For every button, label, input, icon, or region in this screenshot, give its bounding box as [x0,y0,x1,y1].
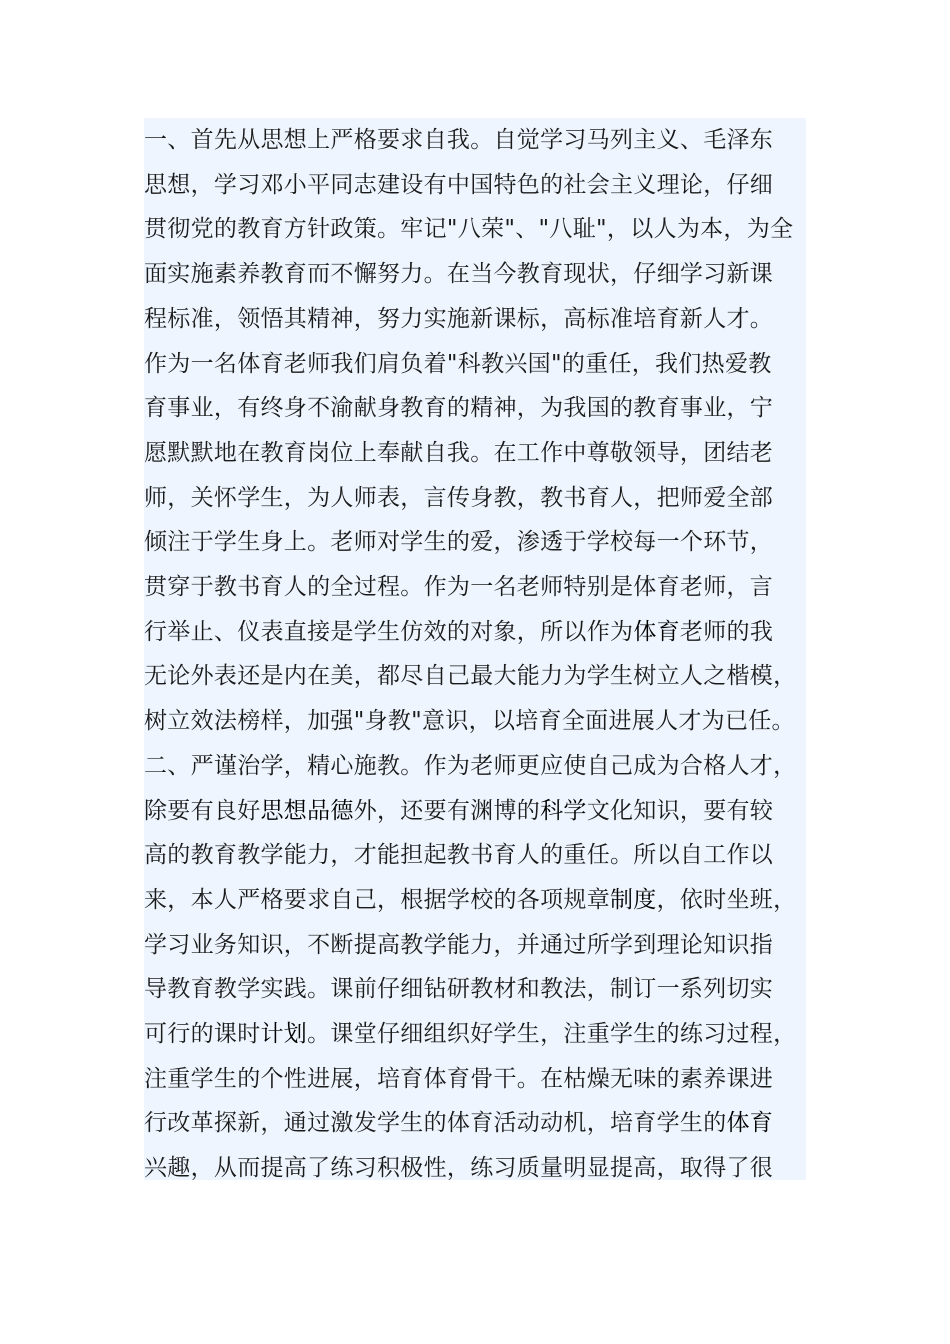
text-segment: 作为一名体育老师我们肩负着"科教兴国"的重任，我们热爱教 [144,350,772,377]
text-line [144,386,773,430]
text-segment: 倾注于学生身上。老师对学生的爱，渗透于学校每一个环节， [144,529,774,556]
text-line [144,476,773,520]
keyword-link-text[interactable]: 计划 [260,1021,308,1047]
text-segment: 愿默默地在教育岗位上奉献自我。在工作中尊敬领导，团结老 [144,439,774,466]
keyword-link-text[interactable]: 科学 [540,797,587,824]
text-line [144,789,773,833]
text-segment: 无论外表还是内在美，都尽自己最大能力为学生树立人之楷模， [144,663,797,690]
text-line [144,610,773,654]
text-segment: 注重学生的个性进展，培育体育骨干。在枯燥无味的素养课进 [144,1065,774,1092]
text-segment: 贯彻党的教育方针政策。牢记"八荣"、"八耻"，以人为本，为全 [144,216,794,243]
text-segment: 行改革探新，通过激发学生的体育活动动机，培育学生的 [144,1110,727,1137]
text-segment: 程标准，领悟其精神，努力实施新课标，高标准培育新人才。 [144,305,774,332]
text-segment: ，依时坐班， [656,886,797,913]
text-line [144,1057,773,1101]
text-line [144,297,773,341]
text-segment: 面实施素养教育而不懈努力。在当今教育现状，仔细学习新课 [144,261,774,288]
text-line [144,654,796,698]
text-line [144,878,796,922]
text-segment: 老师的我 [679,618,774,645]
text-line [144,431,773,475]
text-segment: 一、首先从思想上严格要求自我。自觉学习马列主义、毛泽东 [144,127,774,153]
text-line [144,967,773,1011]
text-line [144,744,796,788]
text-segment: 兴趣，从而提高了练习积极性，练习质量明显提高，取得了很 [144,1155,774,1182]
text-line [144,207,793,251]
text-segment: 来，本人严格要求自己，根据学校的各项规章 [144,886,610,913]
text-segment: 。课堂仔细组织好学生，注重学生的练习过程， [307,1021,797,1047]
text-segment: 师，关怀学生，为人师表，言传身教，教书育人，把师爱全部 [144,484,774,511]
text-segment: 二、严谨治学，精心施教。作为老师更应使自己成为合格人才， [144,752,797,779]
text-line [144,1146,773,1190]
keyword-link-text[interactable]: 体育 [726,1110,774,1137]
text-segment: 思想，学习邓小平同志建设有中国特色的社会主义理论，仔细 [144,171,774,198]
text-line [144,520,773,564]
text-line [144,699,795,743]
text-segment: 除要有良好 [144,797,261,824]
text-line [144,252,773,296]
text-line [144,923,773,967]
text-segment: 树立效法榜样，加强"身教"意识，以培育全面进展人才为已任。 [144,708,795,735]
text-line [144,1012,796,1056]
text-segment: 高的教育教学能力，才能担起教书育人的重任。所以自工作以 [144,842,774,869]
text-line [144,565,773,609]
keyword-link-text[interactable]: 体育 [633,618,680,645]
text-line [144,342,772,386]
text-segment: 学习业务知识，不断提高教学能力，并通过所学到理论知识指 [144,931,774,958]
text-line [144,163,773,207]
text-segment: 外，还要有渊博的 [353,797,541,824]
text-line [144,833,773,877]
keyword-link-text[interactable]: 思想品德 [260,797,354,824]
keyword-link-text[interactable]: 制度 [610,886,657,913]
text-line [144,1101,773,1145]
text-segment: 文化知识，要有较 [586,797,774,824]
text-segment: 贯穿于教书育人的全过程。作为一名老师特别是体育老师，言 [144,574,774,600]
text-segment: 导教育教学实践。课前仔细钻研教材和教法，制订一系列切实 [144,976,774,1003]
highlighted-text-block [144,118,806,1180]
text-line [144,118,773,162]
text-segment: 可行的课时 [144,1021,261,1047]
text-segment: 育事业，有终身不渝献身教育的精神，为我国的教育事业，宁 [144,395,774,422]
text-segment: 行举止、仪表直接是学生仿效的对象，所以作为 [144,618,634,645]
